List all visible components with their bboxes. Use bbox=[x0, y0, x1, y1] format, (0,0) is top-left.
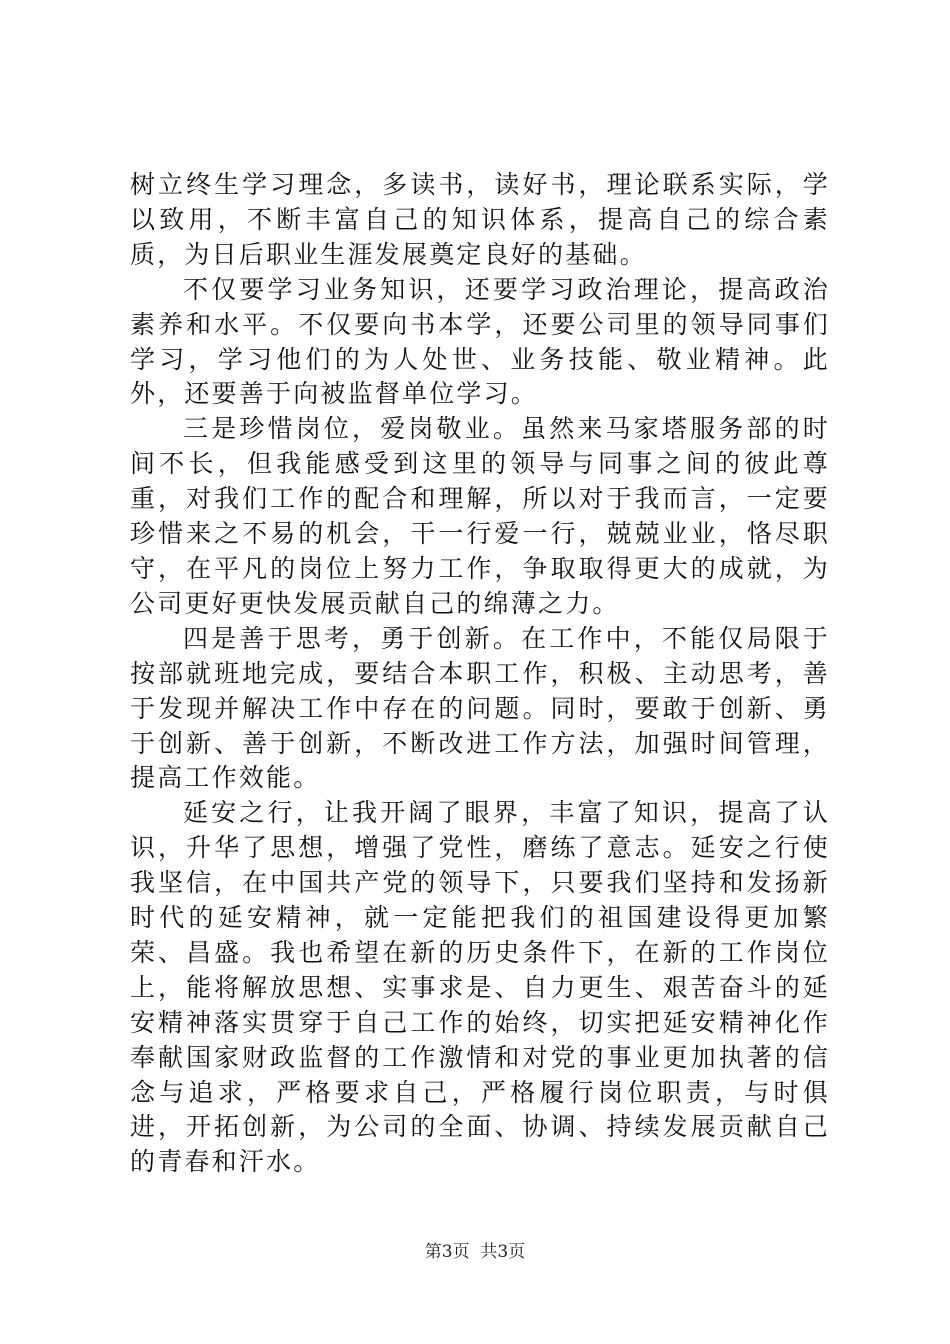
paragraph-cherish-position: 三是珍惜岗位，爱岗敬业。虽然来马家塔服务部的时间不长，但我能感受到这里的领导与同事之间的彼此尊重，对我们工作的配合和理解，所以对于我而言，一定要珍惜来之不易的机会，干一行爱一行，兢兢业业，恪尽职守，在平凡的岗位上努力工作，争取取得更大的成就，为公司更好更快发展贡献自己的绵薄之力。 bbox=[130, 414, 830, 618]
paragraph-yanan-trip: 延安之行，让我开阔了眼界，丰富了知识，提高了认识，升华了思想，增强了党性，磨练了意志。延安之行使我坚信，在中国共产党的领导下，只要我们坚持和发扬新时代的延安精神，就一定能把我们的祖国建设得更加繁荣、昌盛。我也希望在新的历史条件下，在新的工作岗位上，能将解放思想、实事求是、自力更生、艰苦奋斗的延安精神落实贯穿于自己工作的始终，切实把延安精神化作奉献国家财政监督的工作激情和对党的事业更加执著的信念与追求，严格要求自己，严格履行岗位职责，与时俱进，开拓创新，为公司的全面、协调、持续发展贡献自己的青春和汗水。 bbox=[130, 798, 830, 1177]
paragraph-study-politics: 不仅要学习业务知识，还要学习政治理论，提高政治素养和水平。不仅要向书本学，还要公司里的领导同事们学习，学习他们的为人处世、业务技能、敬业精神。此外，还要善于向被监督单位学习。 bbox=[130, 274, 830, 409]
paragraph-continuation: 树立终生学习理念，多读书，读好书，理论联系实际，学以致用，不断丰富自己的知识体系，提高自己的综合素质，为日后职业生涯发展奠定良好的基础。 bbox=[130, 170, 830, 269]
page-number: 第3页 共3页 bbox=[424, 1242, 526, 1262]
page-footer bbox=[0, 1241, 950, 1263]
document-body bbox=[130, 168, 830, 1180]
paragraph-think-innovate: 四是善于思考，勇于创新。在工作中，不能仅局限于按部就班地完成，要结合本职工作，积极、主动思考，善于发现并解决工作中存在的问题。同时，要敢于创新、勇于创新、善于创新，不断改进工作方法，加强时间管理，提高工作效能。 bbox=[130, 623, 830, 793]
